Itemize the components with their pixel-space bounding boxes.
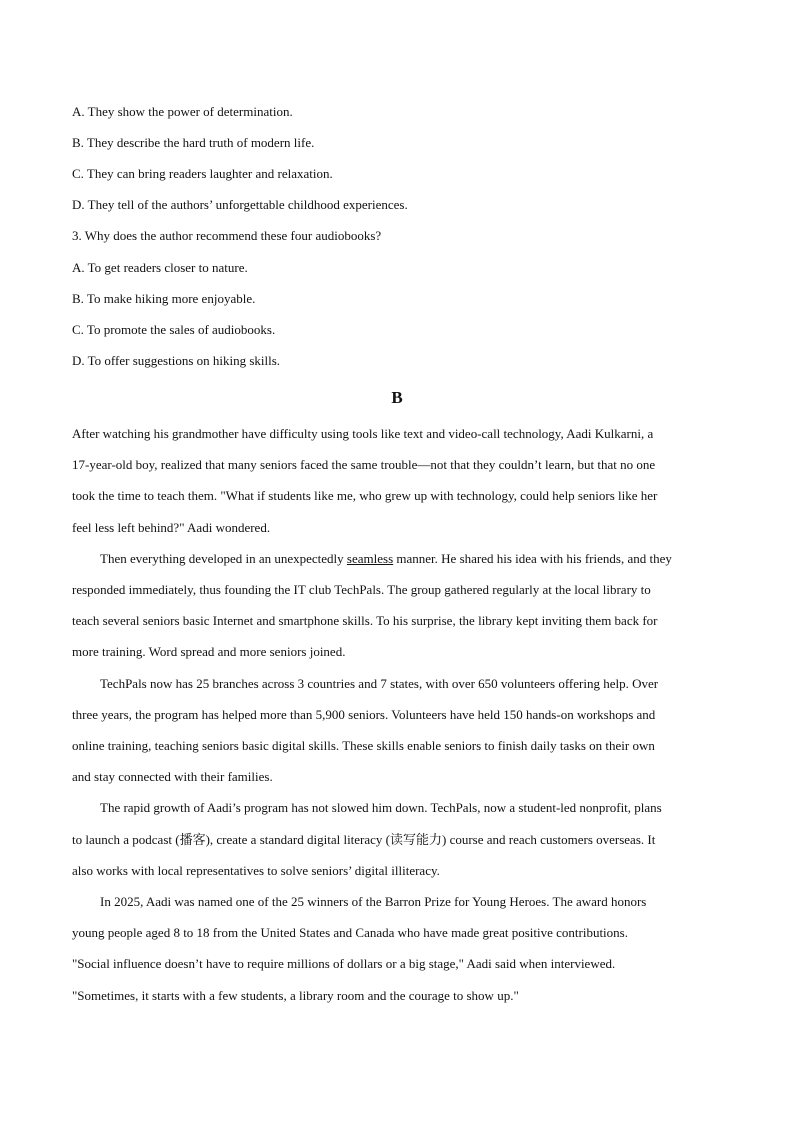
p3-line: online training, teaching seniors basic digital skills. These skills enable seniors to finish daily tasks on their own [72, 738, 655, 753]
p2-line: more training. Word spread and more seniors joined. [72, 644, 346, 659]
q3-option-b: B. To make hiking more enjoyable. [72, 291, 256, 306]
q2-option-a: A. They show the power of determination. [72, 104, 293, 119]
q3-option-d: D. To offer suggestions on hiking skills. [72, 353, 281, 368]
p2-line-first [100, 551, 672, 567]
p1-line: 17-year-old boy, realized that many seniors faced the same trouble—not that they couldn’t learn, but that no one [72, 457, 656, 472]
p1-line: After watching his grandmother have difficulty using tools like text and video-call technology, Aadi Kulkarni, a [72, 426, 654, 441]
p5-line: "Sometimes, it starts with a few students, a library room and the courage to show up." [72, 988, 519, 1003]
p2-line: teach several seniors basic Internet and smartphone skills. To his surprise, the library kept inviting them back for [72, 613, 658, 628]
p1-line: feel less left behind?" Aadi wondered. [72, 520, 271, 535]
p5-line: "Social influence doesn’t have to require millions of dollars or a big stage," Aadi said when interviewed. [72, 956, 616, 971]
p5-line: In 2025, Aadi was named one of the 25 winners of the Barron Prize for Young Heroes. The award honors [100, 894, 647, 909]
p2-text-before: Then everything developed in an unexpectedly [100, 551, 347, 566]
p3-line: three years, the program has helped more than 5,900 seniors. Volunteers have held 150 hands-on workshops and [72, 707, 656, 722]
p4-line: also works with local representatives to solve seniors’ digital illiteracy. [72, 863, 440, 878]
p4-line: to launch a podcast (播客), create a standard digital literacy (读写能力) course and reach customers overseas. It [72, 832, 656, 847]
q3-option-c: C. To promote the sales of audiobooks. [72, 322, 276, 337]
q3-option-a: A. To get readers closer to nature. [72, 260, 248, 275]
passage-b-heading: B [391, 388, 403, 407]
p2-line: responded immediately, thus founding the IT club TechPals. The group gathered regularly at the local library to [72, 582, 651, 597]
p2-text-after: manner. He shared his idea with his friends, and they [393, 551, 672, 566]
p3-line: and stay connected with their families. [72, 769, 273, 784]
p1-line: took the time to teach them. "What if students like me, who grew up with technology, could help seniors like her [72, 488, 658, 503]
q2-option-b: B. They describe the hard truth of modern life. [72, 135, 315, 150]
p4-line: The rapid growth of Aadi’s program has not slowed him down. TechPals, now a student-led nonprofit, plans [100, 800, 662, 815]
p3-line: TechPals now has 25 branches across 3 countries and 7 states, with over 650 volunteers offering help. Over [100, 676, 659, 691]
q2-option-d: D. They tell of the authors’ unforgettable childhood experiences. [72, 197, 408, 212]
p5-line: young people aged 8 to 18 from the United States and Canada who have made great positive contributions. [72, 925, 628, 940]
q2-option-c: C. They can bring readers laughter and relaxation. [72, 166, 333, 181]
underlined-word: seamless [346, 551, 394, 566]
q3-stem: 3. Why does the author recommend these four audiobooks? [72, 228, 382, 243]
